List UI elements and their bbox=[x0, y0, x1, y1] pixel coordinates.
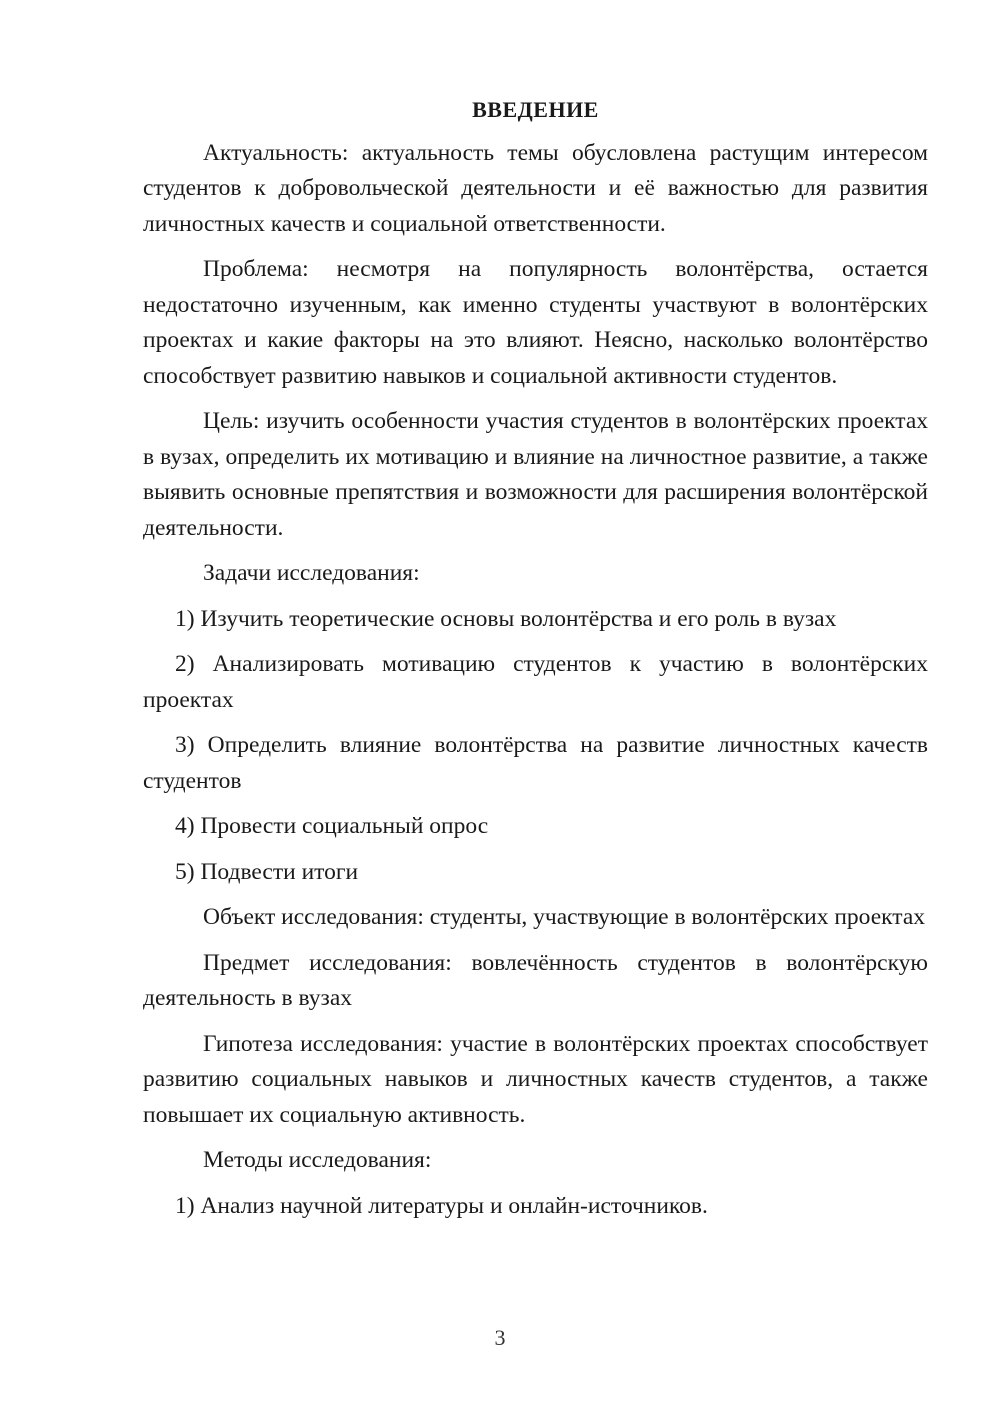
task-item-3: 3) Определить влияние волонтёрства на развитие личностных качеств студентов bbox=[143, 732, 928, 794]
paragraph-hypothesis: Гипотеза исследования: участие в волонтёрских проектах способствует развитию социальных навыков и личностных качеств студентов, а также повышает их социальную активность. bbox=[143, 1030, 928, 1128]
section-title: ВВЕДЕНИЕ bbox=[472, 97, 599, 122]
task-item-5: 5) Подвести итоги bbox=[175, 858, 359, 885]
paragraph-object: Объект исследования: студенты, участвующие в волонтёрских проектах bbox=[203, 904, 925, 930]
page-content bbox=[143, 92, 928, 1234]
task-item-2: 2) Анализировать мотивацию студентов к участию в волонтёрских проектах bbox=[143, 651, 928, 713]
paragraph-goal: Цель: изучить особенности участия студентов в волонтёрских проектах в вузах, определить их мотивацию и влияние на личностное развитие, а также выявить основные препятствия и возможности для расширения волонтёрской деятельности. bbox=[143, 408, 928, 541]
task-item-1: 1) Изучить теоретические основы волонтёрства и его роль в вузах bbox=[175, 605, 837, 632]
paragraph-subject: Предмет исследования: вовлечённость студентов в волонтёрскую деятельность в вузах bbox=[143, 949, 928, 1011]
method-item-1: 1) Анализ научной литературы и онлайн-источников. bbox=[175, 1192, 708, 1219]
paragraph-problem: Проблема: несмотря на популярность волонтёрства, остается недостаточно изученным, как именно студенты участвуют в волонтёрских проектах и какие факторы на это влияют. Неясно, насколько волонтёрство способствует развитию навыков и социальной активности студентов. bbox=[143, 256, 928, 389]
task-item-4: 4) Провести социальный опрос bbox=[175, 813, 489, 839]
paragraph-methods-heading: Методы исследования: bbox=[203, 1147, 432, 1173]
paragraph-tasks-heading: Задачи исследования: bbox=[203, 560, 420, 586]
page-number: 3 bbox=[494, 1325, 506, 1350]
paragraph-relevance: Актуальность: актуальность темы обусловлена растущим интересом студентов к добровольческой деятельности и её важностью для развития личностных качеств и социальной ответственности. bbox=[143, 139, 928, 237]
